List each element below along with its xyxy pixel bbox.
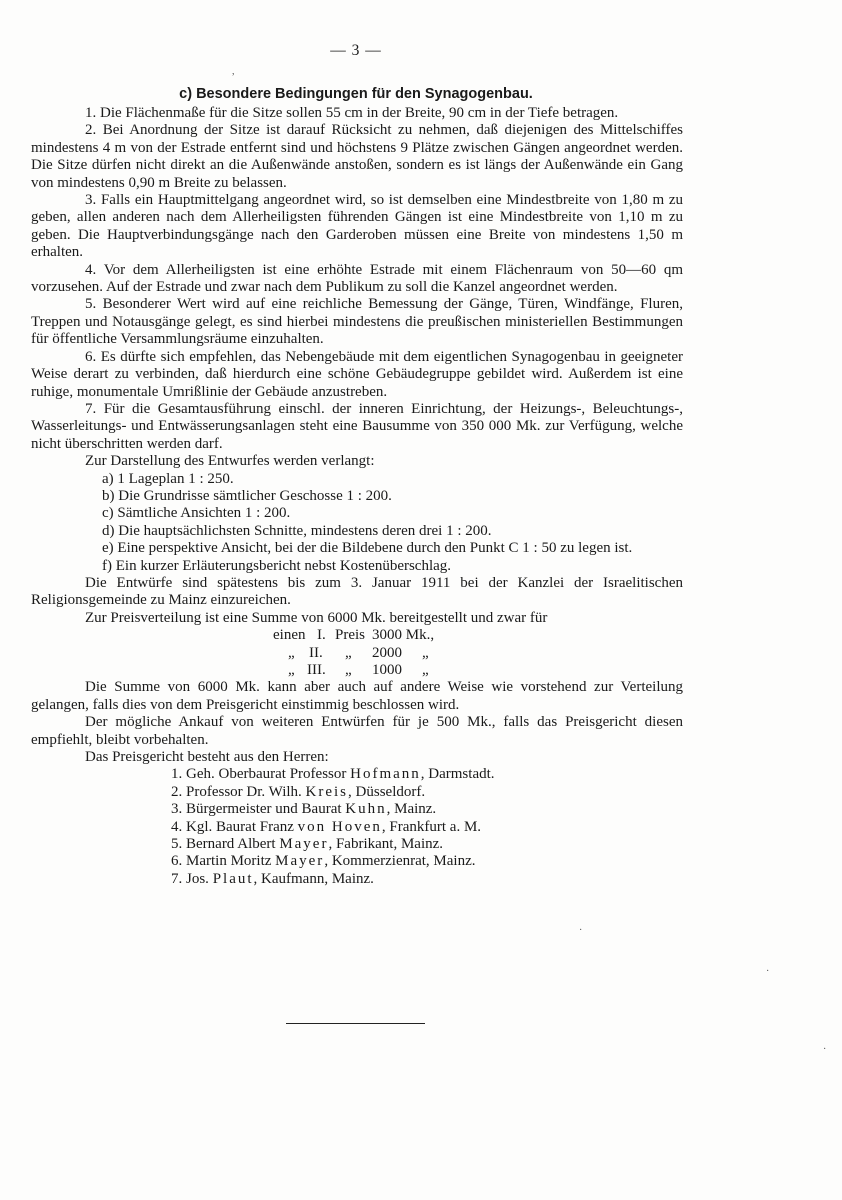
jury-member [31,836,683,853]
jury-title: Professor Dr. Wilh. [186,783,306,800]
jury-location: , Kaufmann, Mainz. [253,870,374,887]
prize-amount: 2000 [372,644,402,661]
prize-amount: 1000 [372,661,402,678]
purchase-paragraph: Der mögliche Ankauf von weiteren Entwürfen für je 500 Mk., falls das Preisgericht diesen empfiehlt, bleibt vorbehalten. [31,714,683,748]
jury-number: 1. [171,766,183,783]
prize-prefix: einen [273,627,306,644]
prize-alternative-paragraph: Die Summe von 6000 Mk. kann aber auch auf andere Weise wie vorstehend zur Verteilung gelangen, falls dies von dem Preisgericht einstimmig beschlossen wird. [31,679,683,713]
jury-member [31,766,683,783]
prize-prefix: „ [288,644,295,661]
jury-name: Hofmann [350,766,421,783]
document-body [31,105,683,888]
jury-number: 3. [171,801,183,818]
jury-member [31,871,683,888]
drawings-list-item: f) Ein kurzer Erläuterungsbericht nebst Kostenüberschlag. [102,557,452,574]
page-number: — 3 — [330,42,382,59]
drawings-intro: Zur Darstellung des Entwurfes werden verlangt: [85,453,375,470]
jury-title: Bernard Albert [186,836,280,853]
prize-prefix: „ [288,661,295,678]
jury-number: 2. [171,783,183,800]
jury-name: Mayer [279,836,329,853]
jury-title: Jos. [186,870,213,887]
drawings-list-item: b) Die Grundrisse sämtlicher Geschosse 1 : 200. [102,487,392,504]
paragraph-1: 1. Die Flächenmaße für die Sitze sollen 55 cm in der Breite, 90 cm in der Tiefe betragen. [85,105,619,121]
prize-rank: II. [309,644,323,661]
jury-name: von Hoven [297,818,382,835]
jury-number: 5. [171,836,183,853]
prize-intro: Zur Preisverteilung ist eine Summe von 6000 Mk. bereitgestellt und zwar für [85,609,548,626]
jury-location: , Kommerzienrat, Mainz. [324,853,476,870]
prize-amount: 3000 Mk., [372,627,435,644]
jury-location: , Fabrikant, Mainz. [328,836,444,853]
jury-number: 4. [171,818,183,835]
prize-label: „ [345,644,352,661]
jury-title: Bürgermeister und Baurat [186,801,346,818]
prize-suffix: „ [422,644,429,661]
deadline-paragraph: Die Entwürfe sind spätestens bis zum 3. Januar 1911 bei der Kanzlei der Israelitischen Religionsgemeinde zu Mainz einzureichen. [31,574,683,609]
jury-location: , Mainz. [386,801,437,818]
prize-label: Preis [335,627,365,644]
prize-row-third [31,662,683,679]
drawings-list-item: e) Eine perspektive Ansicht, bei der die Bildebene durch den Punkt C 1 : 50 zu legen ist. [102,540,633,557]
prize-label: „ [345,661,352,678]
jury-name: Kreis [305,783,349,800]
jury-member [31,784,683,801]
jury-title: Martin Moritz [186,853,276,870]
paragraph-4: 4. Vor dem Allerheiligsten ist eine erhöhte Estrade mit einem Flächenraum von 50—60 qm vorzusehen. Auf der Estrade und zwar nach dem Publikum zu soll die Kanzel angeordnet werden. [31,261,683,296]
jury-location: , Düsseldorf. [348,783,426,800]
drawings-list-item: d) Die hauptsächlichsten Schnitte, mindestens deren drei 1 : 200. [102,522,492,539]
prize-rank: III. [307,661,326,678]
drawings-list-item: a) 1 Lageplan 1 : 250. [102,470,234,487]
jury-intro: Das Preisgericht besteht aus den Herren: [85,748,329,765]
jury-title: Kgl. Baurat Franz [186,818,298,835]
prize-suffix: „ [422,661,429,678]
paragraph-2: 2. Bei Anordnung der Sitze ist darauf Rücksicht zu nehmen, daß diejenigen des Mittelschiffes mindestens 4 m von der Estrade entfernt sind und höchstens 9 Plätze zwischen Gängen angeordnet werden. Die Sitze dürfen nicht direkt an die Außenwände anstoßen, sondern es ist längs der Außenwände ein Gang von mindestens 0,90 m Breite zu belassen. [31,122,683,191]
jury-name: Kuhn [345,801,387,818]
jury-name: Mayer [275,853,325,870]
jury-number: 6. [171,853,183,870]
jury-location: , Darmstadt. [420,766,495,783]
jury-member [31,801,683,818]
section-heading: c) Besondere Bedingungen für den Synagogenbau. [179,86,533,102]
closing-rule [286,1023,425,1024]
paragraph-7: 7. Für die Gesamtausführung einschl. der inneren Einrichtung, der Heizungs-, Beleuchtungs-, Wasserleitungs- und Entwässerungsanlagen steht eine Bausumme von 350 000 Mk. zur Verfügung, welche nicht überschritten werden darf. [31,400,683,452]
paragraph-6: 6. Es dürfte sich empfehlen, das Nebengebäude mit dem eigentlichen Synagogenbau in geeigneter Weise derart zu verbinden, daß hierdurch eine schöne Gebäudegruppe gebildet wird. Außerdem ist eine ruhige, monumentale Umrißlinie der Gebäude anzustreben. [31,348,683,400]
jury-location: , Frankfurt a. M. [381,818,482,835]
print-speck: · [766,966,770,977]
print-speck: , [232,66,235,77]
paragraph-3: 3. Falls ein Hauptmittelgang angeordnet wird, so ist demselben eine Mindestbreite von 1,80 m zu geben, allen anderen nach dem Allerheiligsten führenden Gängen ist eine Mindestbreite von 1,10 m zu geben. Die Hauptverbindungsgänge nach den Garderoben müssen eine Breite von mindestens 1,50 m erhalten. [31,192,683,261]
prize-row-first [31,627,683,644]
jury-member [31,819,683,836]
jury-number: 7. [171,870,183,887]
drawings-list-item: c) Sämtliche Ansichten 1 : 200. [102,505,291,522]
jury-member [31,853,683,870]
print-speck: · [579,925,583,936]
print-speck: · [823,1044,827,1055]
jury-title: Geh. Oberbaurat Professor [186,766,351,783]
paragraph-5: 5. Besonderer Wert wird auf eine reichliche Bemessung der Gänge, Türen, Windfänge, Fluren, Treppen und Notausgänge gelegt, es sind hierbei mindestens die preußischen ministeriellen Bestimmungen für öffentliche Versammlungsräume einzuhalten. [31,296,683,348]
prize-row-second [31,645,683,662]
prize-rank: I. [317,627,326,644]
jury-name: Plaut [212,870,254,887]
